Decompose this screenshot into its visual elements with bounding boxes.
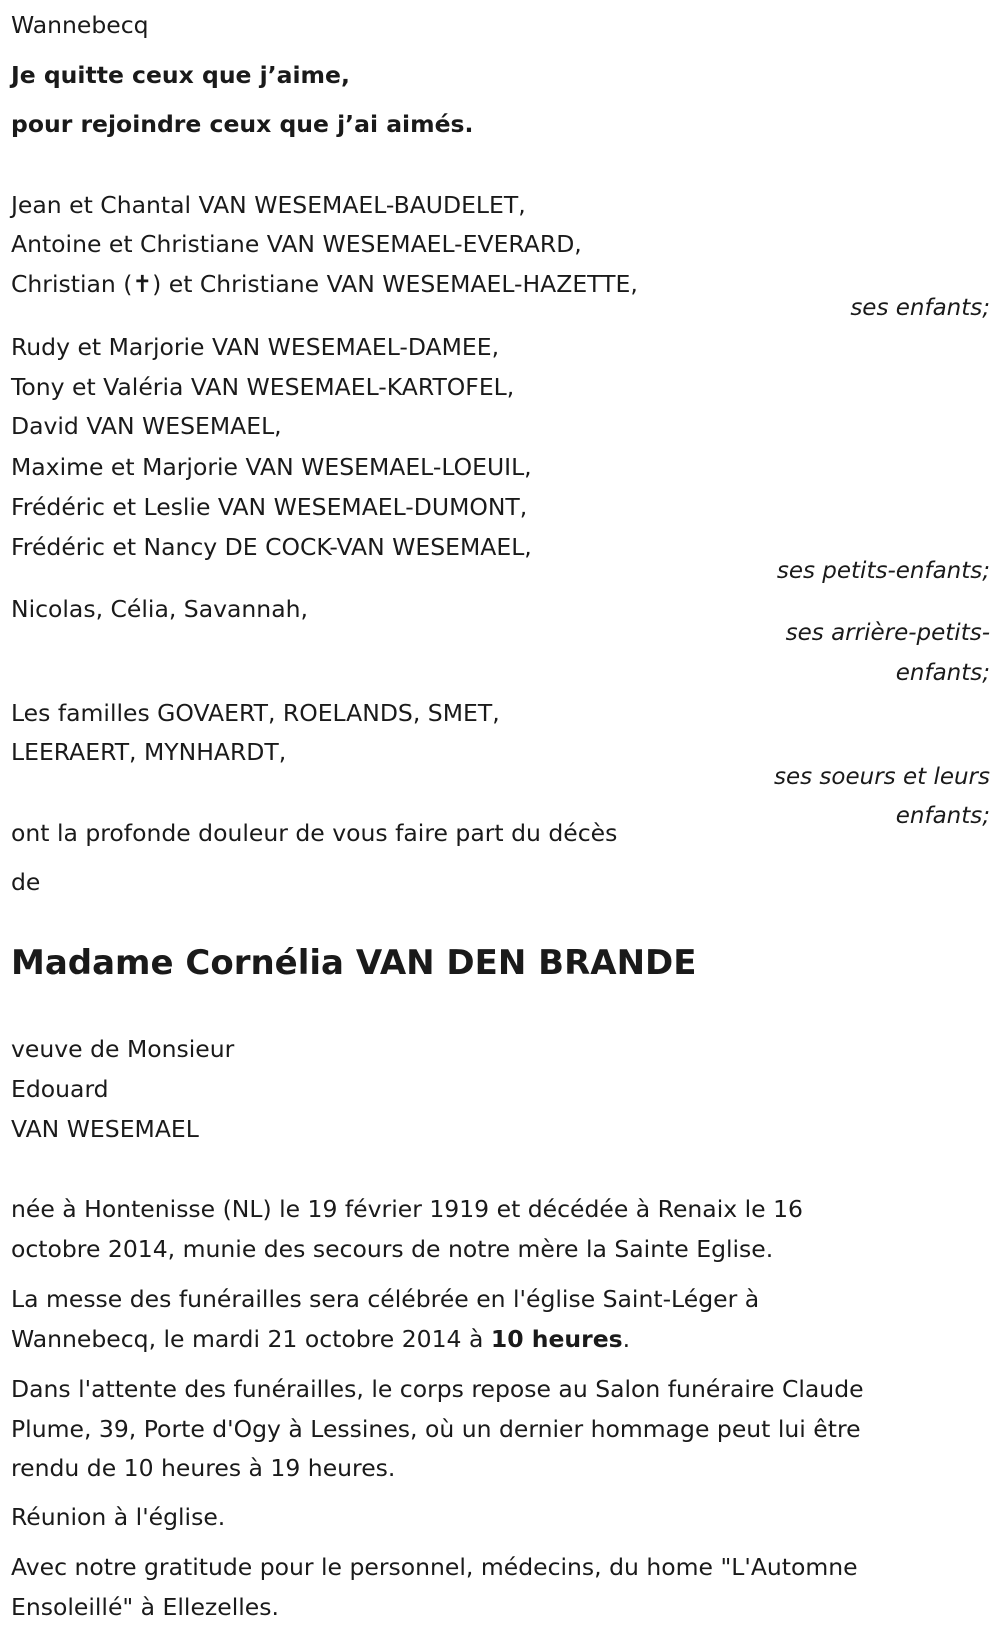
announcement: de [11,868,41,896]
great-grandchildren-label: enfants; [895,660,990,686]
child-entry: Antoine et Christiane VAN WESEMAEL-EVERARD, [11,230,582,258]
mass-info [11,1319,630,1359]
grandchild-entry: Frédéric et Leslie VAN WESEMAEL-DUMONT, [11,493,528,521]
quote-line: pour rejoindre ceux que j’ai aimés. [11,110,474,138]
widow-of: VAN WESEMAEL [11,1115,199,1143]
siblings-label: enfants; [895,803,990,829]
viewing-info: rendu de 10 heures à 19 heures. [11,1454,396,1482]
birth-death: née à Hontenisse (NL) le 19 février 1919 et décédée à Renaix le 16 [11,1195,803,1223]
gratitude: Ensoleillé" à Ellezelles. [11,1593,279,1621]
viewing-info: Plume, 39, Porte d'Ogy à Lessines, où un dernier hommage peut lui être [11,1415,861,1443]
meeting-info: Réunion à l'église. [11,1503,226,1531]
mass-info: La messe des funérailles sera célébrée en l'église Saint-Léger à [11,1285,760,1313]
siblings-label: ses soeurs et leurs [774,764,990,790]
quote-line: Je quitte ceux que j’aime, [11,61,350,89]
mass-time: 10 heures [490,1325,623,1353]
sibling-entry: Les familles GOVAERT, ROELANDS, SMET, [11,699,500,727]
mass-suffix: . [622,1325,631,1353]
deceased-name: Madame Cornélia VAN DEN BRANDE [11,943,697,983]
child-entry: Christian (✝) et Christiane VAN WESEMAEL-HAZETTE, [11,270,638,298]
announcement: ont la profonde douleur de vous faire part du décès [11,819,618,847]
child-entry: Jean et Chantal VAN WESEMAEL-BAUDELET, [11,191,526,219]
children-label: ses enfants; [850,295,990,321]
great-grandchild-entry: Nicolas, Célia, Savannah, [11,595,308,623]
sibling-entry: LEERAERT, MYNHARDT, [11,738,287,766]
grandchild-entry: Frédéric et Nancy DE COCK-VAN WESEMAEL, [11,533,532,561]
birth-death: octobre 2014, munie des secours de notre mère la Sainte Eglise. [11,1235,774,1263]
mass-date: Wannebecq, le mardi 21 octobre 2014 à [11,1325,491,1353]
gratitude: Avec notre gratitude pour le personnel, médecins, du home "L'Automne [11,1553,858,1581]
grandchildren-label: ses petits-enfants; [776,558,990,584]
great-grandchildren-label: ses arrière-petits- [785,620,990,646]
location: Wannebecq [11,11,149,39]
grandchild-entry: David VAN WESEMAEL, [11,412,282,440]
widow-of: Edouard [11,1075,109,1103]
viewing-info: Dans l'attente des funérailles, le corps repose au Salon funéraire Claude [11,1375,864,1403]
grandchild-entry: Tony et Valéria VAN WESEMAEL-KARTOFEL, [11,373,515,401]
grandchild-entry: Maxime et Marjorie VAN WESEMAEL-LOEUIL, [11,453,532,481]
grandchild-entry: Rudy et Marjorie VAN WESEMAEL-DAMEE, [11,333,500,361]
widow-of: veuve de Monsieur [11,1035,235,1063]
